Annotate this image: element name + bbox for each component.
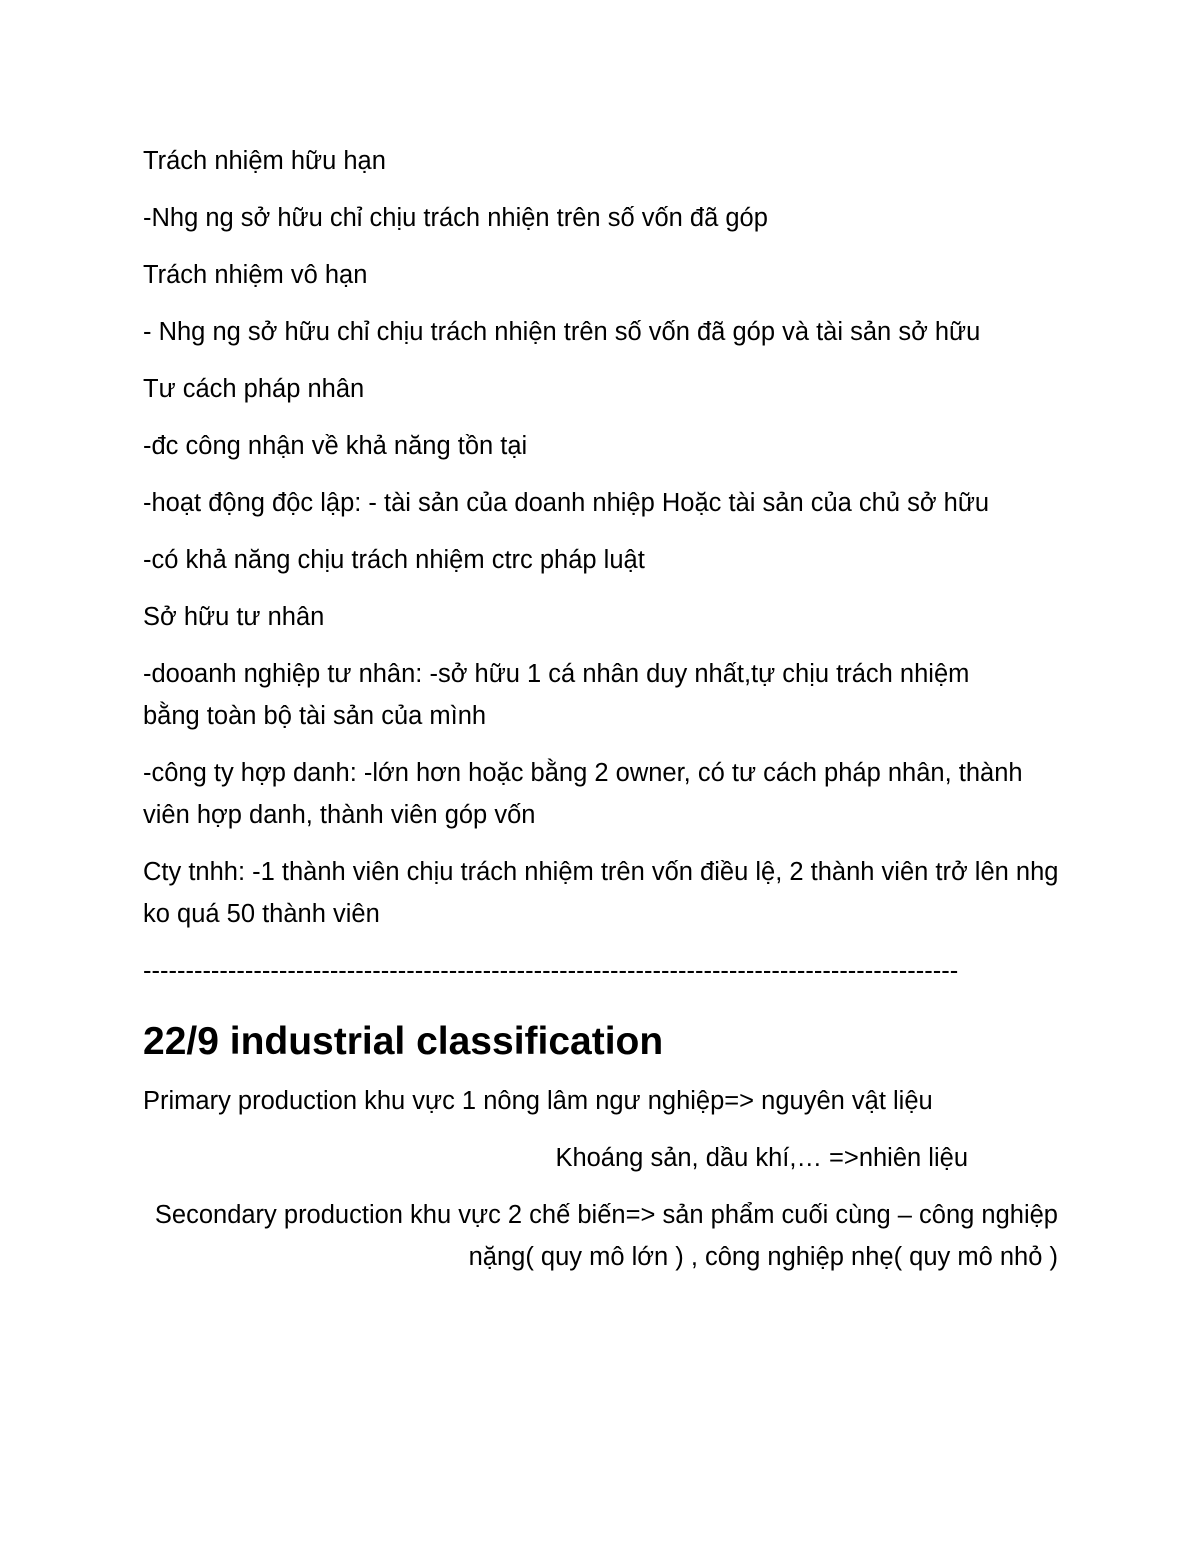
heading-legal-entity: Tư cách pháp nhân [143, 375, 365, 403]
heading-private-ownership: Sở hữu tư nhân [143, 603, 325, 631]
note-legal-entity-responsibility: -có khả năng chịu trách nhiệm ctrc pháp luật [143, 546, 645, 574]
primary-production: Primary production khu vực 1 nông lâm ngư nghiệp=> nguyên vật liệu [143, 1087, 933, 1115]
note-unlimited-liability: - Nhg ng sở hữu chỉ chịu trách nhiện trên số vốn đã góp và tài sản sở hữu [143, 318, 981, 346]
note-legal-entity-recognition: -đc công nhận về khả năng tồn tại [143, 432, 528, 460]
note-limited-liability: -Nhg ng sở hữu chỉ chịu trách nhiện trên số vốn đã góp [143, 204, 768, 232]
document-body [143, 140, 1063, 1293]
note-partnership: -công ty hợp danh: -lớn hơn hoặc bằng 2 owner, có tư cách pháp nhân, thành viên hợp danh, thành viên góp vốn [143, 759, 1023, 829]
heading-unlimited-liability: Trách nhiệm vô hạn [143, 261, 368, 289]
section-heading: 22/9 industrial classification [143, 1020, 664, 1063]
note-sole-proprietorship: -dooanh nghiệp tư nhân: -sở hữu 1 cá nhân duy nhất,tự chịu trách nhiệm bằng toàn bộ tài sản của mình [143, 660, 970, 730]
primary-production-detail: Khoáng sản, dầu khí,… =>nhiên liệu [555, 1144, 968, 1172]
note-legal-entity-independent: -hoạt động độc lập: - tài sản của doanh nhiệp Hoặc tài sản của chủ sở hữu [143, 489, 990, 517]
note-llc: Cty tnhh: -1 thành viên chịu trách nhiệm trên vốn điều lệ, 2 thành viên trở lên nhg ko quá 50 thành viên [143, 858, 1059, 928]
section-divider: ------------------------------------------------------------------------------------------------ [143, 957, 959, 985]
heading-limited-liability: Trách nhiệm hữu hạn [143, 147, 386, 175]
secondary-production: Secondary production khu vực 2 chế biến=> sản phẩm cuối cùng – công nghiệp nặng( quy mô lớn ) , công nghiệp nhẹ( quy mô nhỏ ) [154, 1201, 1058, 1271]
